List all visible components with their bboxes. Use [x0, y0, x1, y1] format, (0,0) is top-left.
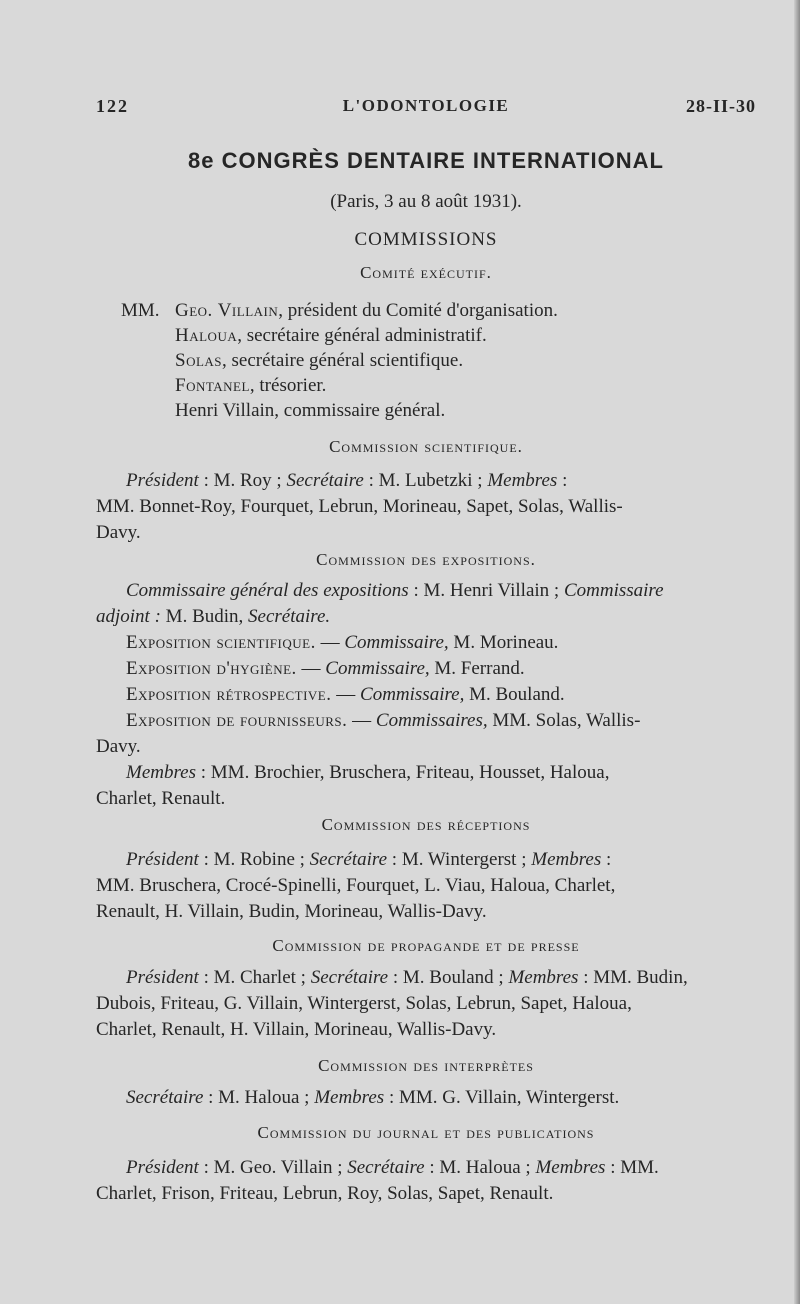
- member-name: Solas: [175, 350, 223, 371]
- commissaire-label: Commissaire,: [325, 658, 430, 679]
- membres-label: Membres: [487, 470, 558, 491]
- member-role: , secrétaire général scientifique.: [222, 350, 464, 371]
- membres-label: Membres: [535, 1157, 606, 1178]
- exposition-item: Exposition de fournisseurs. — Commissaires, MM. Solas, Wallis-: [126, 710, 641, 731]
- list-item: [175, 323, 558, 348]
- section-heading-expositions: Commission des expositions.: [316, 550, 536, 569]
- page-title: 8e CONGRÈS DENTAIRE INTERNATIONAL: [188, 148, 664, 173]
- list-item: [175, 298, 558, 323]
- paragraph-line: Charlet, Renault.: [96, 788, 226, 809]
- secretaire-label: Secrétaire: [126, 1087, 204, 1108]
- paragraph-line: MM. Bruschera, Crocé-Spinelli, Fourquet, L. Viau, Haloua, Charlet,: [96, 875, 616, 896]
- president-value: : M. Robine ;: [198, 849, 310, 870]
- secretaire-label: Secrétaire.: [248, 606, 331, 627]
- commissaire-value: M. Ferrand.: [429, 658, 525, 679]
- commissaire-label: Commissaire: [563, 580, 664, 601]
- expositions-paragraph: [96, 578, 756, 812]
- exposition-item: Exposition scientifique. — Commissaire, M. Morineau.: [126, 632, 559, 653]
- membres-label: Membres: [508, 967, 579, 988]
- running-header: [96, 96, 756, 120]
- exposition-name: Exposition de fournisseurs.: [126, 710, 348, 731]
- secretaire-label: Secrétaire: [310, 967, 389, 988]
- membres-label: Membres: [531, 849, 602, 870]
- secretaire-value: : M. Lubetzki ;: [363, 470, 488, 491]
- secretaire-value: : M. Wintergerst ;: [387, 849, 532, 870]
- issue-date: 28-II-30: [686, 96, 756, 116]
- receptions-paragraph: [96, 847, 756, 925]
- paragraph-line: Charlet, Frison, Friteau, Lebrun, Roy, Solas, Sapet, Renault.: [96, 1183, 554, 1204]
- secretaire-value: : M. Bouland ;: [388, 967, 509, 988]
- section-heading-receptions: Commission des réceptions: [321, 815, 531, 834]
- president-label: Président: [126, 1157, 199, 1178]
- member-name: Haloua: [175, 325, 238, 346]
- paragraph-line: Davy.: [96, 522, 141, 543]
- commissaire-label: Commissaire,: [344, 632, 449, 653]
- member-role: , commissaire général.: [274, 400, 446, 421]
- paragraph-line: MM. Bonnet-Roy, Fourquet, Lebrun, Morineau, Sapet, Solas, Wallis-: [96, 496, 623, 517]
- page-edge-shadow: [794, 0, 800, 1304]
- president-value: : M. Geo. Villain ;: [198, 1157, 348, 1178]
- membres-value: : MM. G. Villain, Wintergerst.: [384, 1087, 620, 1108]
- membres-label: Membres: [314, 1087, 385, 1108]
- exposition-name: Exposition scientifique.: [126, 632, 316, 653]
- exposition-item: Exposition d'hygiène. — Commissaire, M. Ferrand.: [126, 658, 525, 679]
- paragraph-line: Dubois, Friteau, G. Villain, Wintergerst, Solas, Lebrun, Sapet, Haloua,: [96, 993, 632, 1014]
- section-heading-propagande: Commission de propagande et de presse: [272, 936, 580, 955]
- adjoint-value: M. Budin,: [160, 606, 249, 627]
- paragraph-line: Davy.: [96, 736, 141, 757]
- journal-paragraph: [96, 1155, 756, 1207]
- journal-title: L'ODONTOLOGIE: [342, 96, 510, 115]
- president-value: : M. Roy ;: [198, 470, 287, 491]
- mm-label: MM.: [121, 300, 160, 321]
- membres-value: :: [557, 470, 568, 491]
- secretaire-label: Secrétaire: [286, 470, 364, 491]
- exposition-name: Exposition d'hygiène.: [126, 658, 297, 679]
- member-name: Henri Villain: [175, 400, 275, 421]
- member-name: Geo. Villain: [175, 300, 279, 321]
- paragraph-line: Charlet, Renault, H. Villain, Morineau, Wallis-Davy.: [96, 1019, 497, 1040]
- interpretes-paragraph: [96, 1085, 756, 1111]
- commissaire-value: M. Bouland.: [464, 684, 565, 705]
- president-label: Président: [126, 470, 199, 491]
- section-heading-scientifique: Commission scientifique.: [329, 437, 523, 456]
- page-number: 122: [96, 96, 129, 116]
- list-item: [175, 373, 558, 398]
- secretaire-value: : M. Haloua ;: [424, 1157, 536, 1178]
- adjoint-label: adjoint :: [96, 606, 161, 627]
- president-label: Président: [126, 967, 199, 988]
- member-role: , trésorier.: [249, 375, 327, 396]
- subtitle: (Paris, 3 au 8 août 1931).: [330, 191, 522, 212]
- commissions-heading: COMMISSIONS: [354, 229, 498, 250]
- commissaire-general-label: Commissaire général des expositions: [126, 580, 409, 601]
- member-name: Fontanel: [175, 375, 250, 396]
- president-label: Président: [126, 849, 199, 870]
- section-heading-interpretes: Commission des interprètes: [318, 1056, 534, 1075]
- exposition-name: Exposition rétrospective.: [126, 684, 332, 705]
- commissaire-value: M. Morineau.: [448, 632, 559, 653]
- membres-label: Membres: [126, 762, 196, 783]
- membres-value: : MM. Budin,: [578, 967, 688, 988]
- member-role: , président du Comité d'organisation.: [278, 300, 558, 321]
- section-heading-comite-executif: Comité exécutif.: [360, 263, 492, 282]
- paragraph-line: Renault, H. Villain, Budin, Morineau, Wallis-Davy.: [96, 901, 487, 922]
- list-item: [175, 398, 558, 423]
- scientifique-paragraph: [96, 468, 756, 546]
- list-item: [175, 348, 558, 373]
- commissaire-general-value: : M. Henri Villain ;: [408, 580, 564, 601]
- secretaire-label: Secrétaire: [347, 1157, 425, 1178]
- president-value: : M. Charlet ;: [198, 967, 311, 988]
- commissaire-value: MM. Solas, Wallis-: [487, 710, 641, 731]
- commissaire-label: Commissaires,: [375, 710, 488, 731]
- member-role: , secrétaire général administratif.: [237, 325, 487, 346]
- membres-value: : MM. Brochier, Bruschera, Friteau, Housset, Haloua,: [196, 762, 610, 783]
- section-heading-journal: Commission du journal et des publications: [257, 1123, 595, 1142]
- membres-value: : MM.: [605, 1157, 659, 1178]
- exposition-item: Exposition rétrospective. — Commissaire, M. Bouland.: [126, 684, 565, 705]
- membres-value: :: [601, 849, 612, 870]
- secretaire-label: Secrétaire: [309, 849, 388, 870]
- propagande-paragraph: [96, 965, 756, 1043]
- commissaire-label: Commissaire,: [360, 684, 465, 705]
- secretaire-value: : M. Haloua ;: [203, 1087, 315, 1108]
